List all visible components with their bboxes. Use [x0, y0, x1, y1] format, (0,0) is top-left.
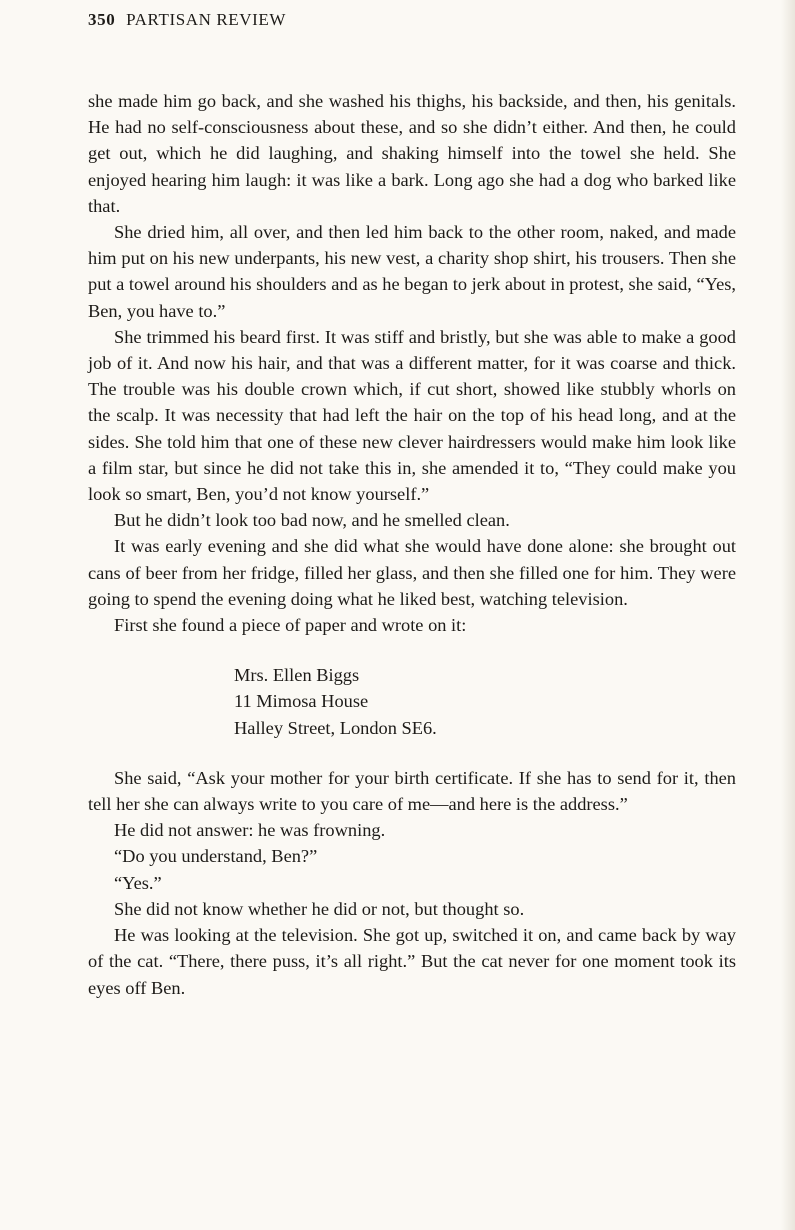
- paragraph: She dried him, all over, and then led him back to the other room, naked, and made him put on his new underpants, his new vest, a charity shop shirt, his trousers. Then she put a towel around his shoulders and as he began to jerk about in protest, she said, “Yes, Ben, you have to.”: [88, 222, 736, 321]
- paragraph: He was looking at the television. She got up, switched it on, and came back by way of the cat. “There, there puss, it’s all right.” But the cat never for one moment took its eyes off Ben.: [88, 925, 736, 998]
- paragraph: She trimmed his beard first. It was stiff and bristly, but she was able to make a good job of it. And now his hair, and that was a different matter, for it was coarse and thick. The trouble was his double crown which, if cut short, showed like stubbly whorls on the scalp. It was necessity that had left the hair on the top of his head long, and at the sides. She told him that one of these new clever hairdressers would make him look like a film star, but since he did not take this in, she amended it to, “They could make you look so smart, Ben, you’d not know yourself.”: [88, 326, 736, 505]
- paragraph: she made him go back, and she washed his thighs, his backside, and then, his genitals. He had no self-consciousness about these, and so she didn’t either. And then, he could get out, which he did laughing, and shaking himself into the towel she held. She enjoyed hearing him laugh: it was like a bark. Long ago she had a dog who barked like that.: [88, 91, 736, 216]
- running-head: [88, 10, 286, 30]
- page-number: 350: [88, 10, 116, 29]
- page-gutter-shadow: [781, 0, 795, 1230]
- paragraph: First she found a piece of paper and wrote on it:: [114, 615, 467, 636]
- paragraph: She said, “Ask your mother for your birth certificate. If she has to send for it, then tell her she can always write to you care of me—and here is the address.”: [88, 767, 736, 815]
- paragraph: She did not know whether he did or not, but thought so.: [114, 898, 525, 919]
- address-line: Halley Street, London SE6.: [234, 717, 437, 738]
- paragraph: But he didn’t look too bad now, and he smelled clean.: [114, 510, 510, 531]
- body-text: [88, 88, 736, 1001]
- address-block: [234, 662, 736, 741]
- address-line: 11 Mimosa House: [234, 691, 369, 712]
- paragraph: “Yes.”: [114, 872, 162, 893]
- paragraph: He did not answer: he was frowning.: [114, 820, 386, 841]
- paragraph: It was early evening and she did what she would have done alone: she brought out cans of beer from her fridge, filled her glass, and then she filled one for him. They were going to spend the evening doing what he liked best, watching television.: [88, 536, 736, 609]
- paragraph: “Do you understand, Ben?”: [114, 846, 318, 867]
- address-line: Mrs. Ellen Biggs: [234, 665, 360, 686]
- journal-title: PARTISAN REVIEW: [126, 10, 287, 29]
